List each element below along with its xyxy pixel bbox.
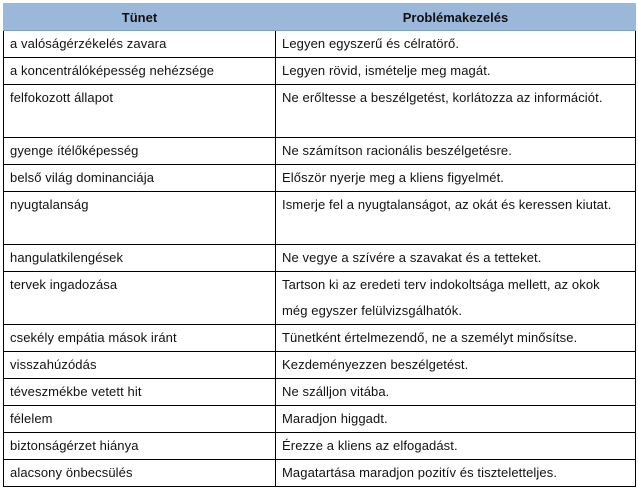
symptom-cell xyxy=(4,58,276,85)
symptom-cell xyxy=(4,192,276,245)
symptom-text: felfokozott állapot xyxy=(10,90,114,105)
handling-text: Maradjon higgadt. xyxy=(282,411,388,426)
symptom-handling-table xyxy=(3,3,636,487)
handling-text: Érezze a kliens az elfogadást. xyxy=(282,438,458,453)
handling-text: Legyen egyszerű és célratörő. xyxy=(282,36,460,51)
table-row xyxy=(4,352,636,379)
symptom-text: visszahúzódás xyxy=(10,357,97,372)
symptom-cell xyxy=(4,352,276,379)
handling-text: Tünetként értelmezendő, ne a személyt minősítse. xyxy=(282,330,578,345)
handling-cell xyxy=(276,352,636,379)
handling-cell xyxy=(276,165,636,192)
handling-text: Ismerje fel a nyugtalanságot, az okát és keressen kiutat. xyxy=(282,197,612,212)
symptom-text: félelem xyxy=(10,411,53,426)
handling-cell xyxy=(276,379,636,406)
table-row xyxy=(4,165,636,192)
symptom-cell xyxy=(4,31,276,58)
symptom-cell xyxy=(4,379,276,406)
symptom-cell xyxy=(4,325,276,352)
handling-text: Ne vegye a szívére a szavakat és a tetteket. xyxy=(282,250,542,265)
table-row xyxy=(4,31,636,58)
header-handling: Problémakezelés xyxy=(276,4,636,31)
symptom-text: belső világ dominanciája xyxy=(10,170,155,185)
symptom-text: tervek ingadozása xyxy=(10,277,118,292)
table-row xyxy=(4,379,636,406)
table-row xyxy=(4,460,636,487)
handling-text: Először nyerje meg a kliens figyelmét. xyxy=(282,170,505,185)
handling-cell xyxy=(276,138,636,165)
handling-text: Kezdeményezzen beszélgetést. xyxy=(282,357,469,372)
handling-cell xyxy=(276,460,636,487)
symptom-text: a valóságérzékelés zavara xyxy=(10,36,167,51)
symptom-text: alacsony önbecsülés xyxy=(10,465,133,480)
handling-cell xyxy=(276,272,636,325)
handling-text: Ne számítson racionális beszélgetésre. xyxy=(282,143,512,158)
handling-cell xyxy=(276,245,636,272)
handling-text: Legyen rövid, ismételje meg magát. xyxy=(282,63,491,78)
table-row xyxy=(4,192,636,245)
handling-cell xyxy=(276,325,636,352)
symptom-cell xyxy=(4,460,276,487)
handling-cell xyxy=(276,85,636,138)
handling-text: Ne szálljon vitába. xyxy=(282,384,390,399)
table-row xyxy=(4,406,636,433)
symptom-cell xyxy=(4,406,276,433)
table-row xyxy=(4,138,636,165)
symptom-cell xyxy=(4,245,276,272)
handling-cell xyxy=(276,406,636,433)
symptom-text: csekély empátia mások iránt xyxy=(10,330,177,345)
table-body xyxy=(4,31,636,487)
symptom-cell xyxy=(4,85,276,138)
symptom-text: biztonságérzet hiánya xyxy=(10,438,139,453)
symptom-text: a koncentrálóképesség nehézsége xyxy=(10,63,215,78)
table-row xyxy=(4,325,636,352)
handling-text: Magatartása maradjon pozitív és tiszteletteljes. xyxy=(282,465,558,480)
handling-cell xyxy=(276,31,636,58)
table-row xyxy=(4,272,636,325)
handling-cell xyxy=(276,433,636,460)
symptom-cell xyxy=(4,165,276,192)
symptom-text: gyenge ítélőképesség xyxy=(10,143,139,158)
symptom-cell xyxy=(4,138,276,165)
symptom-text: téveszmékbe vetett hit xyxy=(10,384,142,399)
header-symptom: Tünet xyxy=(4,4,276,31)
header-row xyxy=(4,4,636,31)
symptom-text: nyugtalanság xyxy=(10,197,89,212)
handling-text: Ne erőltesse a beszélgetést, korlátozza az információt. xyxy=(282,90,603,105)
table-row xyxy=(4,58,636,85)
table-row xyxy=(4,85,636,138)
table-row xyxy=(4,433,636,460)
table-row xyxy=(4,245,636,272)
symptom-text: hangulatkilengések xyxy=(10,250,124,265)
handling-cell xyxy=(276,192,636,245)
symptom-cell xyxy=(4,272,276,325)
symptom-cell xyxy=(4,433,276,460)
handling-cell xyxy=(276,58,636,85)
handling-text: Tartson ki az eredeti terv indokoltsága mellett, az okok még egyszer felülvizsgálhatók. xyxy=(282,277,600,318)
